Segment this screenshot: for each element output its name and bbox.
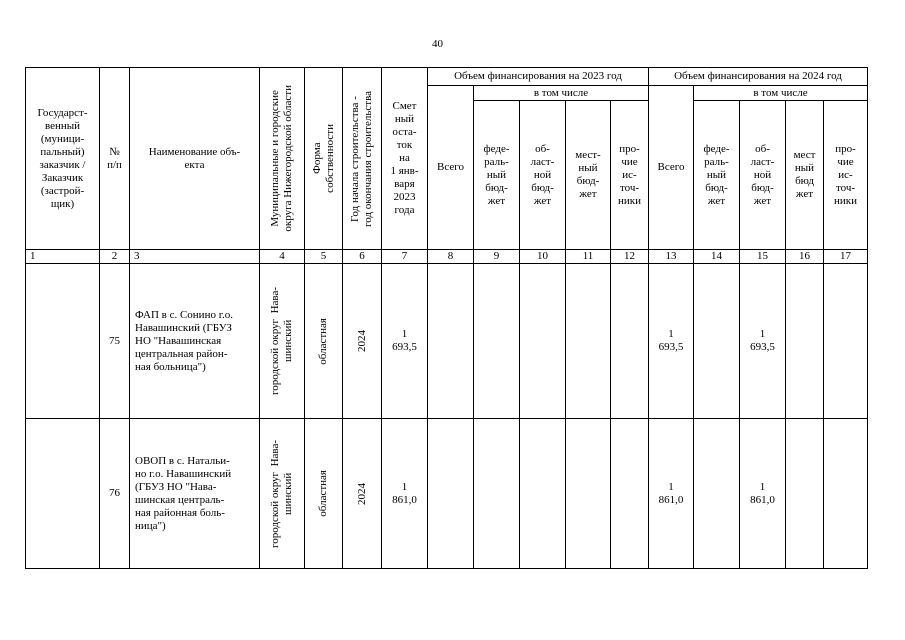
column-number: 1 bbox=[26, 250, 100, 264]
header-federal-2023: феде- раль- ный бюд- жет bbox=[474, 101, 520, 250]
column-number: 11 bbox=[566, 250, 611, 264]
header-municipal-district: Муниципальные и городские округа Нижегородской области bbox=[260, 68, 305, 250]
header-ownership-form: Форма собственности bbox=[305, 68, 343, 250]
funding-table bbox=[25, 67, 868, 569]
table-row bbox=[26, 419, 868, 569]
cell-federal-2023 bbox=[474, 264, 520, 419]
cell-balance: 1 861,0 bbox=[382, 419, 428, 569]
cell-balance: 1 693,5 bbox=[382, 264, 428, 419]
cell-years: 2024 bbox=[343, 419, 382, 569]
column-number: 16 bbox=[786, 250, 824, 264]
cell-regional-2024: 1 693,5 bbox=[740, 264, 786, 419]
cell-local-2023 bbox=[566, 419, 611, 569]
header-local-2023: мест- ный бюд- жет bbox=[566, 101, 611, 250]
cell-years: 2024 bbox=[343, 264, 382, 419]
header-regional-2024: об- ласт- ной бюд- жет bbox=[740, 101, 786, 250]
cell-total-2023 bbox=[428, 419, 474, 569]
column-number: 15 bbox=[740, 250, 786, 264]
header-customer: Государст- венный (муници- пальный) заказчик / Заказчик (застрой- щик) bbox=[26, 68, 100, 250]
header-object-name: Наименование объ- екта bbox=[130, 68, 260, 250]
column-number: 9 bbox=[474, 250, 520, 264]
cell-regional-2023 bbox=[520, 264, 566, 419]
cell-other-2023 bbox=[611, 419, 649, 569]
column-number: 10 bbox=[520, 250, 566, 264]
cell-regional-2023 bbox=[520, 419, 566, 569]
header-other-2023: про- чие ис- точ- ники bbox=[611, 101, 649, 250]
cell-customer bbox=[26, 419, 100, 569]
header-total-2024: Всего bbox=[649, 86, 694, 250]
header-funding-2024: Объем финансирования на 2024 год bbox=[649, 68, 868, 86]
cell-district: городской округ Нава- шинский bbox=[260, 264, 305, 419]
cell-ownership: областная bbox=[305, 264, 343, 419]
column-number: 12 bbox=[611, 250, 649, 264]
header-regional-2023: об- ласт- ной бюд- жет bbox=[520, 101, 566, 250]
header-estimated-balance: Смет ный оста- ток на 1 янв- варя 2023 года bbox=[382, 68, 428, 250]
header-other-2024: про- чие ис- точ- ники bbox=[824, 101, 868, 250]
header-including-2023: в том числе bbox=[474, 86, 649, 101]
column-number: 4 bbox=[260, 250, 305, 264]
cell-total-2023 bbox=[428, 264, 474, 419]
header-federal-2024: феде- раль- ный бюд- жет bbox=[694, 101, 740, 250]
header-including-2024: в том числе bbox=[694, 86, 868, 101]
header-num: № п/п bbox=[100, 68, 130, 250]
column-number: 14 bbox=[694, 250, 740, 264]
cell-other-2024 bbox=[824, 419, 868, 569]
header-local-2024: мест ный бюд жет bbox=[786, 101, 824, 250]
column-number: 17 bbox=[824, 250, 868, 264]
column-number: 3 bbox=[130, 250, 260, 264]
column-number: 5 bbox=[305, 250, 343, 264]
cell-ownership: областная bbox=[305, 419, 343, 569]
header-construction-years: Год начала строительства - год окончания строительства bbox=[343, 68, 382, 250]
page-number: 40 bbox=[432, 38, 443, 50]
cell-other-2023 bbox=[611, 264, 649, 419]
cell-federal-2024 bbox=[694, 264, 740, 419]
column-number: 8 bbox=[428, 250, 474, 264]
column-number: 6 bbox=[343, 250, 382, 264]
column-number: 7 bbox=[382, 250, 428, 264]
cell-total-2024: 1 861,0 bbox=[649, 419, 694, 569]
cell-regional-2024: 1 861,0 bbox=[740, 419, 786, 569]
cell-local-2023 bbox=[566, 264, 611, 419]
cell-object-name: ФАП в с. Сонино г.о. Навашинский (ГБУЗ НО "Навашинская центральная район- ная больница") bbox=[130, 264, 260, 419]
cell-total-2024: 1 693,5 bbox=[649, 264, 694, 419]
cell-federal-2023 bbox=[474, 419, 520, 569]
cell-customer bbox=[26, 264, 100, 419]
cell-local-2024 bbox=[786, 419, 824, 569]
header-total-2023: Всего bbox=[428, 86, 474, 250]
cell-other-2024 bbox=[824, 264, 868, 419]
cell-district: городской округ Нава- шинский bbox=[260, 419, 305, 569]
cell-local-2024 bbox=[786, 264, 824, 419]
header-funding-2023: Объем финансирования на 2023 год bbox=[428, 68, 649, 86]
table-row bbox=[26, 264, 868, 419]
cell-num: 76 bbox=[100, 419, 130, 569]
cell-num: 75 bbox=[100, 264, 130, 419]
cell-object-name: ОВОП в с. Натальи- но г.о. Навашинский (ГБУЗ НО "Нава- шинская централь- ная районная боль- ница") bbox=[130, 419, 260, 569]
cell-federal-2024 bbox=[694, 419, 740, 569]
column-number: 2 bbox=[100, 250, 130, 264]
column-number: 13 bbox=[649, 250, 694, 264]
